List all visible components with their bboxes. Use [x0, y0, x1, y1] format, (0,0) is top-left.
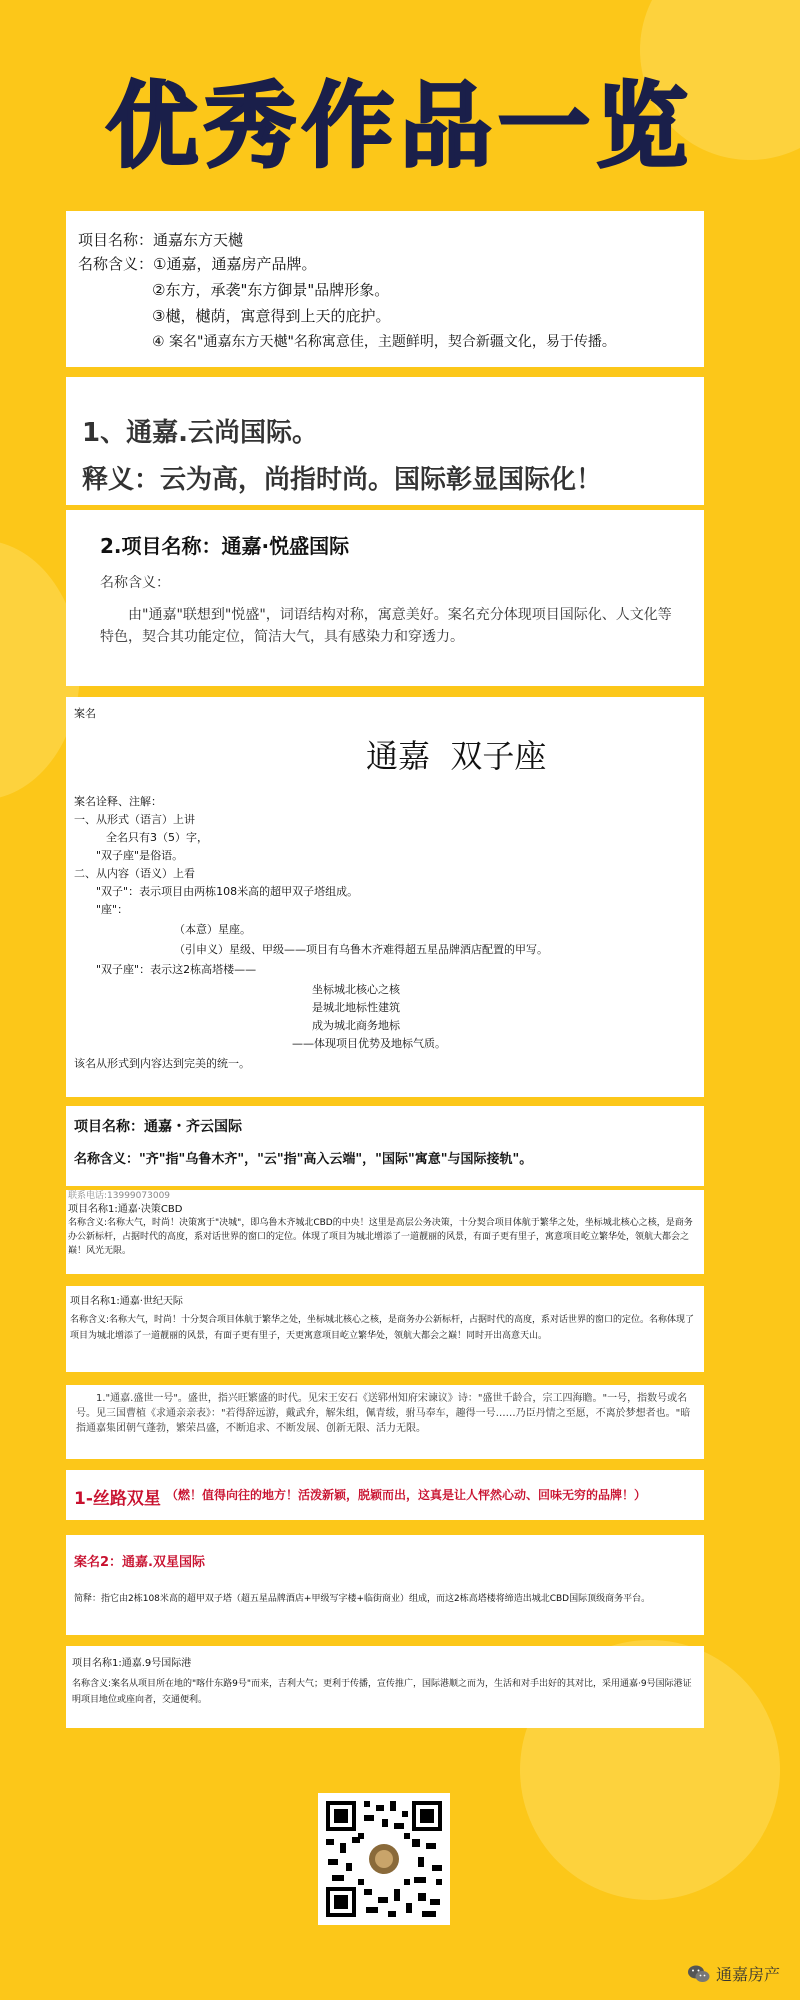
note-line: （引申义）星级、甲级——项目有乌鲁木齐难得超五星品牌酒店配置的甲写。	[174, 943, 548, 956]
note-line: 一、从形式（语言）上讲	[74, 813, 195, 826]
work-card-7	[66, 1286, 704, 1372]
note-line: ——体现项目优势及地标气质。	[292, 1037, 446, 1050]
brand-name: 通嘉房产	[715, 1965, 780, 1984]
page-title: 优秀作品一览	[105, 73, 694, 180]
note-line: "座"：	[96, 903, 129, 916]
note-line: 全名只有3（5）字，	[106, 831, 208, 844]
work-card-10	[66, 1535, 704, 1635]
note-line: 成为城北商务地标	[312, 1019, 400, 1032]
case-meaning: 释义：云为高，尚指时尚。国际彰显国际化！	[82, 465, 603, 495]
meaning-line-4: ④ 案名"通嘉东方天樾"名称寓意佳，主题鲜明，契合新疆文化，易于传播。	[152, 334, 616, 350]
case-name: 1、通嘉.云尚国际。	[82, 418, 318, 448]
note-line: （本意）星座。	[174, 923, 251, 936]
note-line: 是城北地标性建筑	[312, 1001, 400, 1014]
meaning-line-1: 名称含义：①通嘉，通嘉房产品牌。	[78, 255, 317, 273]
note-line: "双子"：表示项目由两栋108米高的超甲双子塔组成。	[96, 885, 359, 898]
note-line: 二、从内容（语义）上看	[74, 867, 195, 880]
meaning-body: 由"通嘉"联想到"悦盛"，词语结构对称，寓意美好。案名充分体现项目国际化、人文化等特色，契合其功能定位，简洁大气，具有感染力和穿透力。	[100, 607, 672, 645]
contact-phone: 联系电话:13999073009	[68, 1191, 171, 1201]
meaning-line-3: ③樾，樾荫，寓意得到上天的庇护。	[152, 307, 391, 325]
wechat-icon	[688, 1965, 710, 1983]
meaning-label: 名称含义：	[100, 575, 170, 591]
qr-code-image	[318, 1793, 450, 1925]
footer-brand	[688, 1962, 780, 1985]
work-card-3	[66, 510, 704, 686]
meaning-line-2: ②东方，承袭"东方御景"品牌形象。	[152, 281, 390, 299]
project-name: 项目名称：通嘉东方天樾	[78, 231, 244, 249]
project-name: 项目名称1:通嘉.9号国际港	[72, 1658, 192, 1669]
meaning-body: 简释：指它由2栋108米高的超甲双子塔（超五星品牌酒店+甲级写字楼+临街商业）组成，而这2栋高塔楼将缔造出城北CBD国际顶级商务平台。	[74, 1594, 651, 1604]
meaning-body: 名称含义:案名从项目所在地的"喀什东路9号"而来，吉利大气；更利于传播，宣传推广，国际港顺之而为，生活和对手出好的其对比，采用通嘉·9号国际港证明项目地位或座向者，交通便利。	[72, 1679, 692, 1705]
meaning-line: 名称含义："齐"指"乌鲁木齐"，"云"指"高入云端"，"国际"寓意"与国际接轨"。	[74, 1152, 533, 1167]
meaning-body: 1."通嘉.盛世一号"。盛世，指兴旺繁盛的时代。见宋王安石《送郓州知府宋谏议》诗："盛世千龄合，宗工四海瞻。"一号，指数号或名号。见三国曹植《求通亲亲表》："若得辞远游，戴武弁，解朱组，佩青绂，驸马奉车，趣得一号……乃臣丹情之至愿，不离於梦想者也。"暗指通嘉集团朝气蓬勃，繁荣昌盛，不断追求、不断发展、创新无限、活力无限。	[76, 1393, 691, 1434]
note-line: 坐标城北核心之核	[312, 983, 400, 996]
work-card-1	[66, 211, 704, 367]
card-tag: 案名	[74, 707, 96, 720]
note-line: "双子座"：表示这2栋高塔楼——	[96, 963, 257, 976]
meaning-body: 名称含义:名称大气，时尚！决策寓于"决城"，即乌鲁木齐城北CBD的中央！这里是高层公务决策，十分契合项目体航于繁华之处，坐标城北核心之核，是商务办公新标杆，占据时代的高度，系对话世界的窗口的定位。体现了项目为城北增添了一道靓丽的风景，有面子更有里子，寓意项目屹立繁华处，领航大都会之巅！风光无限。	[68, 1218, 693, 1256]
work-card-11	[66, 1646, 704, 1728]
case-name-large: 通嘉 双子座	[366, 737, 547, 775]
case-name: 1-丝路双星	[74, 1489, 161, 1509]
project-name: 项目名称1:通嘉·世纪天际	[70, 1296, 183, 1307]
meaning-body: 名称含义:名称大气，时尚！十分契合项目体航于繁华之处，坐标城北核心之核，是商务办公新标杆，占据时代的高度，系对话世界的窗口的定位。名称体现了项目为城北增添了一道靓丽的风景，有面子更有里子，天更寓意项目屹立繁华处，领航大都会之巅！同时开出高意天山。	[70, 1315, 695, 1341]
case-slogan: （燃！值得向往的地方！活泼新颖，脱颖而出，这真是让人怦然心动、回味无穷的品牌！）	[166, 1488, 647, 1502]
note-line: 案名诠释、注解：	[74, 795, 162, 808]
work-card-9	[66, 1470, 704, 1520]
work-card-2	[66, 377, 704, 505]
project-name: 项目名称1:通嘉·决策CBD	[68, 1204, 183, 1215]
work-card-4	[66, 697, 704, 1097]
project-name: 项目名称：通嘉・齐云国际	[74, 1119, 242, 1135]
case-heading: 2.项目名称：通嘉·悦盛国际	[100, 534, 350, 558]
work-card-6	[66, 1190, 704, 1274]
work-card-5	[66, 1106, 704, 1186]
case-name: 案名2：通嘉.双星国际	[74, 1555, 205, 1570]
qr-code[interactable]	[318, 1793, 450, 1925]
note-line: 该名从形式到内容达到完美的统一。	[74, 1057, 250, 1070]
work-card-8	[66, 1385, 704, 1459]
note-line: "双子座"是俗语。	[96, 849, 184, 862]
